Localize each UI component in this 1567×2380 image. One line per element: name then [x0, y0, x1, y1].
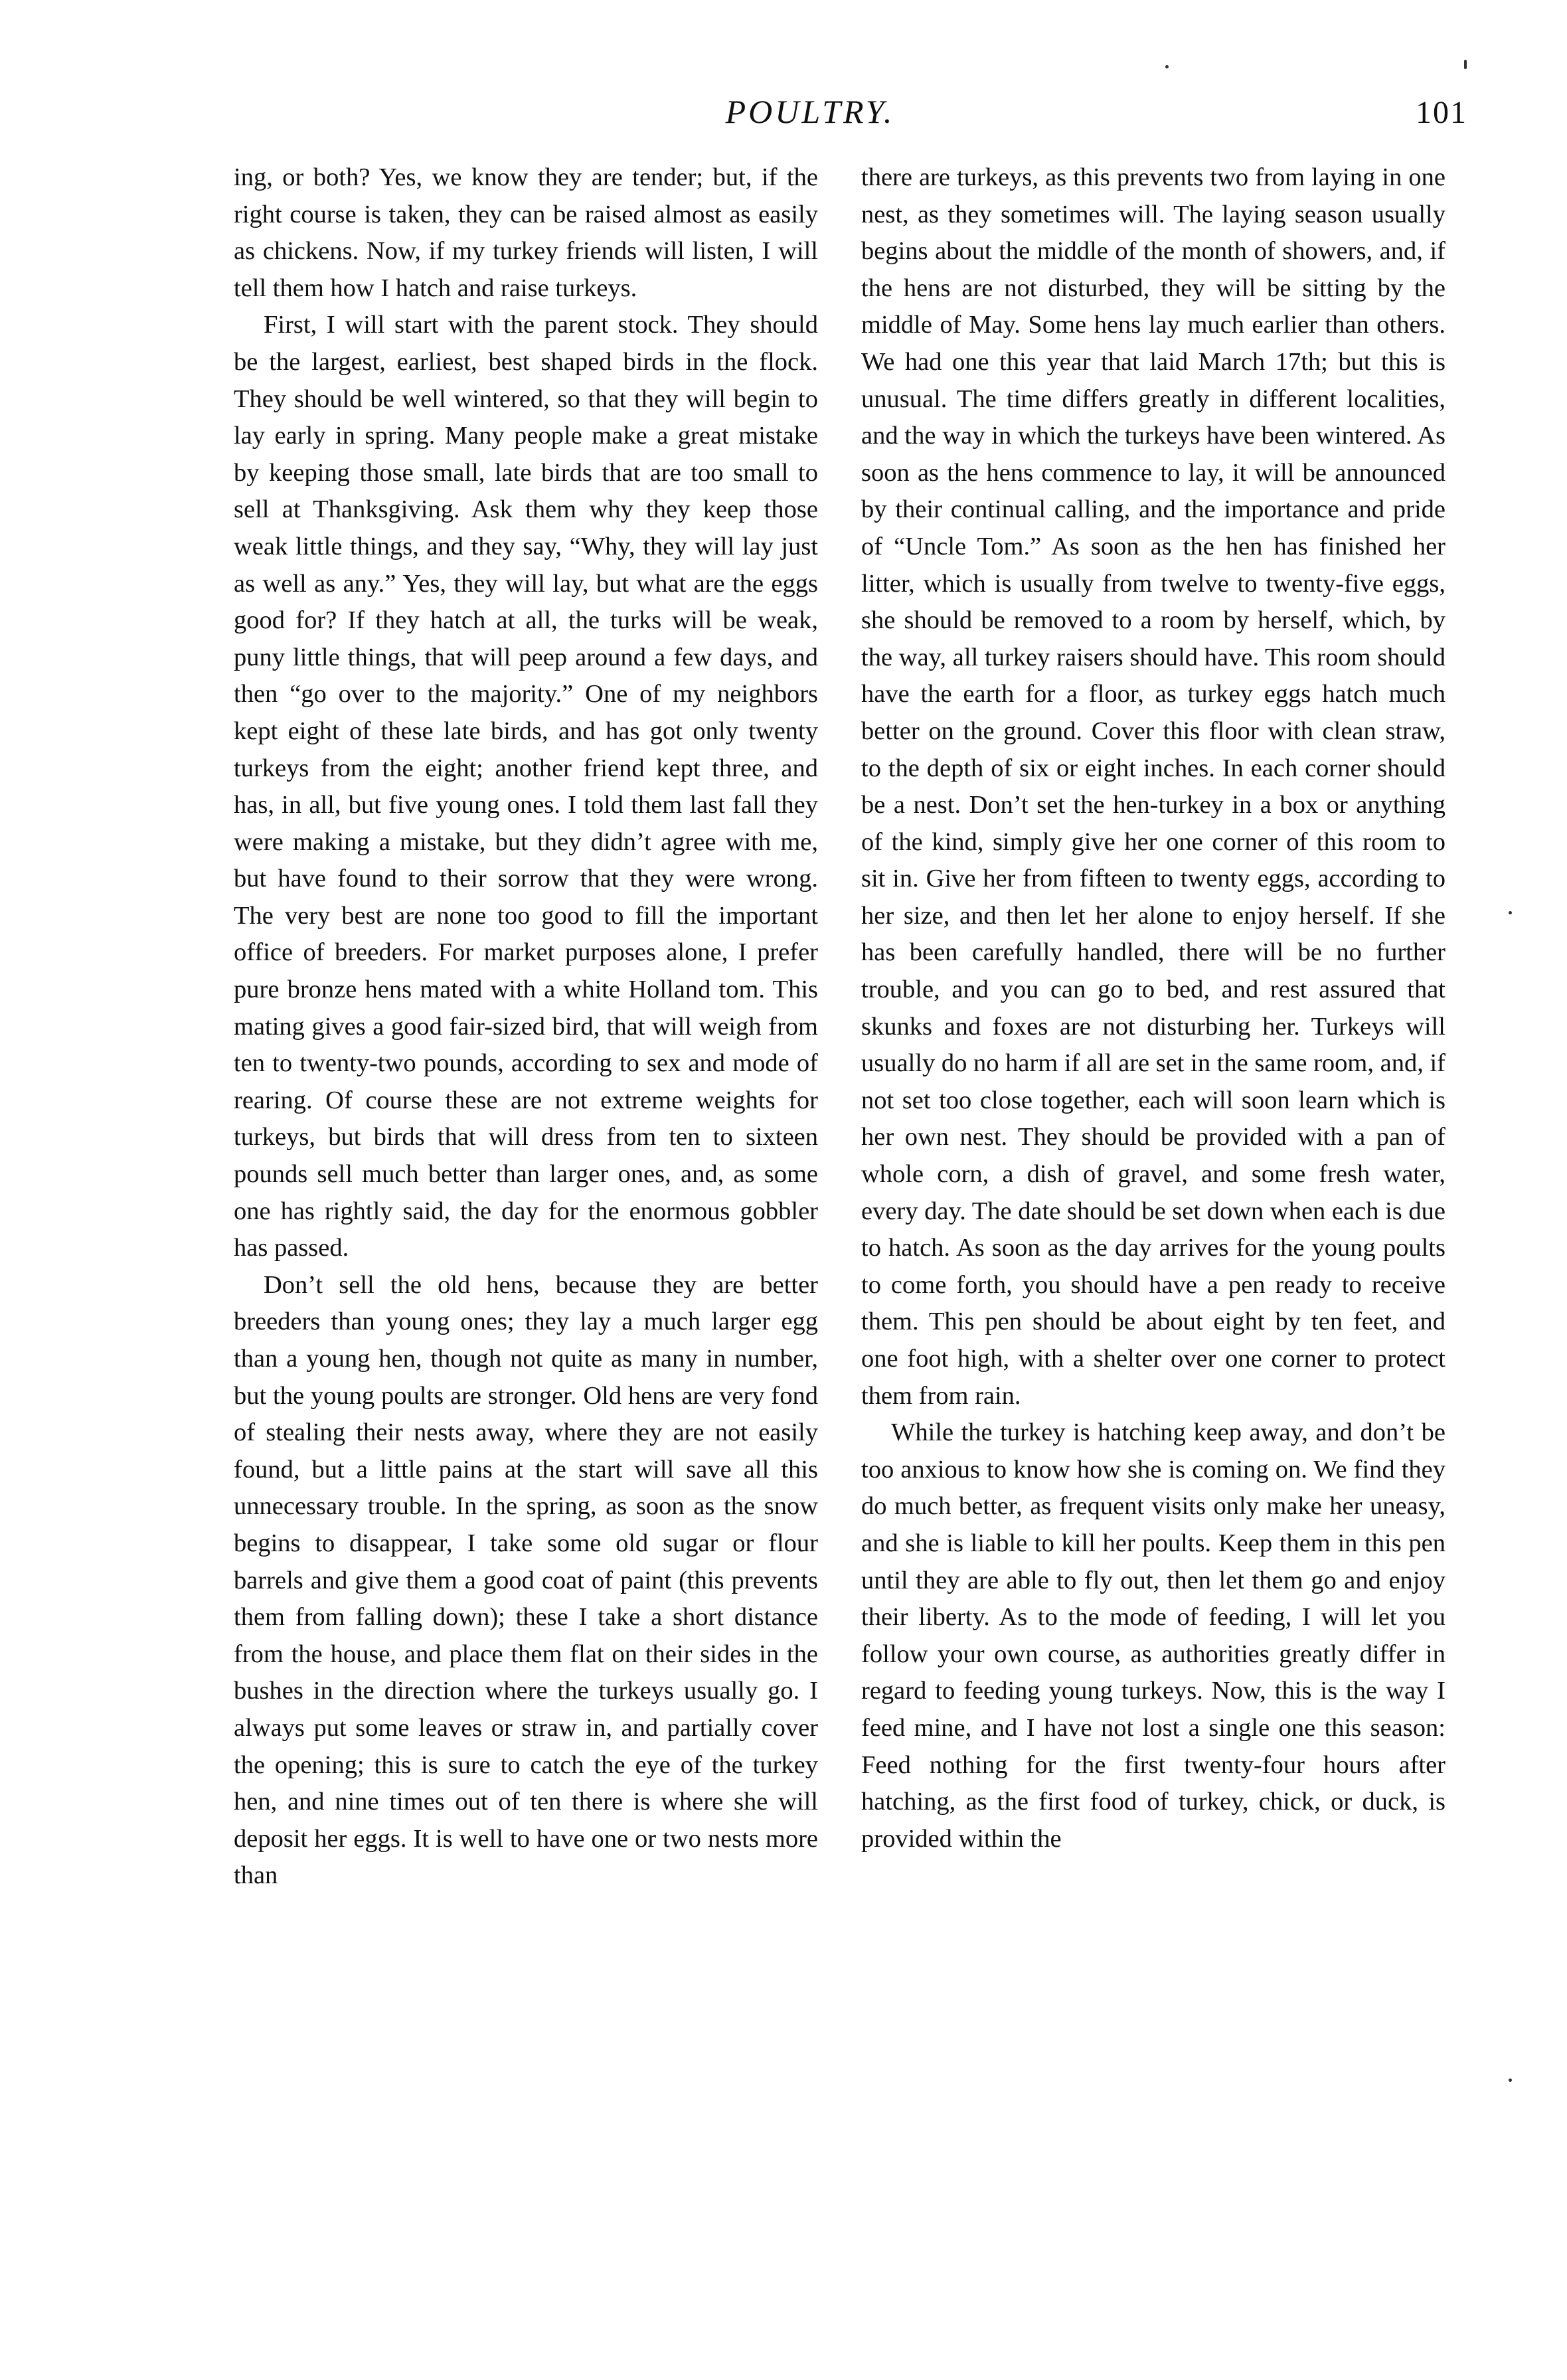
print-speck — [1509, 2079, 1512, 2082]
paragraph: ing, or both? Yes, we know they are tender; but, if the right course is taken, they can be raised almost as easily as chickens. Now, if my turkey friends will listen, I will tell them how I hatch and raise turkeys. — [234, 163, 818, 302]
paragraph: First, I will start with the parent stock. They should be the largest, earliest, best shaped birds in the flock. They should be well wintered, so that they will begin to lay early in spring. Many people make a great mistake by keeping those small, late birds that are too small to sell at Thanksgiving. Ask them why they keep those weak little things, and they say, “Why, they will lay just as well as any.” Yes, they will lay, but what are the eggs good for? If they hatch at all, the turks will be weak, puny little things, that will peep around a few days, and then “go over to the majority.” One of my neighbors kept eight of these late birds, and has got only twenty turkeys from the eight; another friend kept three, and has, in all, but five young ones. I told them last fall they were making a mistake, but they didn’t agree with me, but have found to their sorrow that they were wrong. The very best are none too good to fill the important office of breeders. For market purposes alone, I prefer pure bronze hens mated with a white Holland tom. This mating gives a good fair-sized bird, that will weigh from ten to twenty-two pounds, according to sex and mode of rearing. Of course these are not extreme weights for turkeys, but birds that will dress from ten to sixteen pounds sell much better than larger ones, and, as some one has rightly said, the day for the enormous gobbler has passed. — [234, 311, 818, 1262]
left-column — [234, 159, 818, 1895]
right-column — [861, 159, 1445, 1857]
print-speck — [1165, 65, 1169, 68]
paragraph: While the turkey is hatching keep away, and don’t be too anxious to know how she is coming on. We find they do much better, as frequent visits only make her uneasy, and she is liable to kill her poults. Keep them in this pen until they are able to fly out, then let them go and enjoy their liberty. As to the mode of feeding, I will let you follow your own course, as authorities greatly differ in regard to feeding young turkeys. Now, this is the way I feed mine, and I have not lost a single one this season: Feed nothing for the first twenty-four hours after hatching, as the first food of turkey, chick, or duck, is provided within the — [861, 1418, 1445, 1853]
page-number: 101 — [1416, 95, 1467, 130]
print-speck — [1509, 911, 1512, 914]
running-title: POULTRY. — [725, 93, 895, 130]
print-speck — [1464, 60, 1467, 69]
paragraph: there are turkeys, as this prevents two from laying in one nest, as they sometimes will. The laying season usually begins about the middle of the month of showers, and, if the hens are not disturbed, they will be sitting by the middle of May. Some hens lay much earlier than others. We had one this year that laid March 17th; but this is unusual. The time differs greatly in different localities, and the way in which the turkeys have been wintered. As soon as the hens commence to lay, it will be announced by their continual calling, and the importance and pride of “Uncle Tom.” As soon as the hen has finished her litter, which is usually from twelve to twenty-five eggs, she should be removed to a room by herself, which, by the way, all turkey raisers should have. This room should have the earth for a floor, as turkey eggs hatch much better on the ground. Cover this floor with clean straw, to the depth of six or eight inches. In each corner should be a nest. Don’t set the hen-turkey in a box or anything of the kind, simply give her one corner of this room to sit in. Give her from fifteen to twenty eggs, according to her size, and then let her alone to enjoy herself. If she has been carefully handled, there will be no further trouble, and you can go to bed, and rest assured that skunks and foxes are not disturbing her. Turkeys will usually do no harm if all are set in the same room, and, if not set too close together, each will soon learn which is her own nest. They should be provided with a pan of whole corn, a dish of gravel, and some fresh water, every day. The date should be set down when each is due to hatch. As soon as the day arrives for the young poults to come forth, you should have a pen ready to receive them. This pen should be about eight by ten feet, and one foot high, with a shelter over one corner to protect them from rain. — [861, 163, 1445, 1410]
paragraph: Don’t sell the old hens, because they are better breeders than young ones; they lay a much larger egg than a young hen, though not quite as many in number, but the young poults are stronger. Old hens are very fond of stealing their nests away, where they are not easily found, but a little pains at the start will save all this unnecessary trouble. In the spring, as soon as the snow begins to disappear, I take some old sugar or flour barrels and give them a good coat of paint (this prevents them from falling down); these I take a short distance from the house, and place them flat on their sides in the bushes in the direction where the turkeys usually go. I always put some leaves or straw in, and partially cover the opening; this is sure to catch the eye of the turkey hen, and nine times out of ten there is where she will deposit her eggs. It is well to have one or two nests more than — [234, 1270, 818, 1890]
